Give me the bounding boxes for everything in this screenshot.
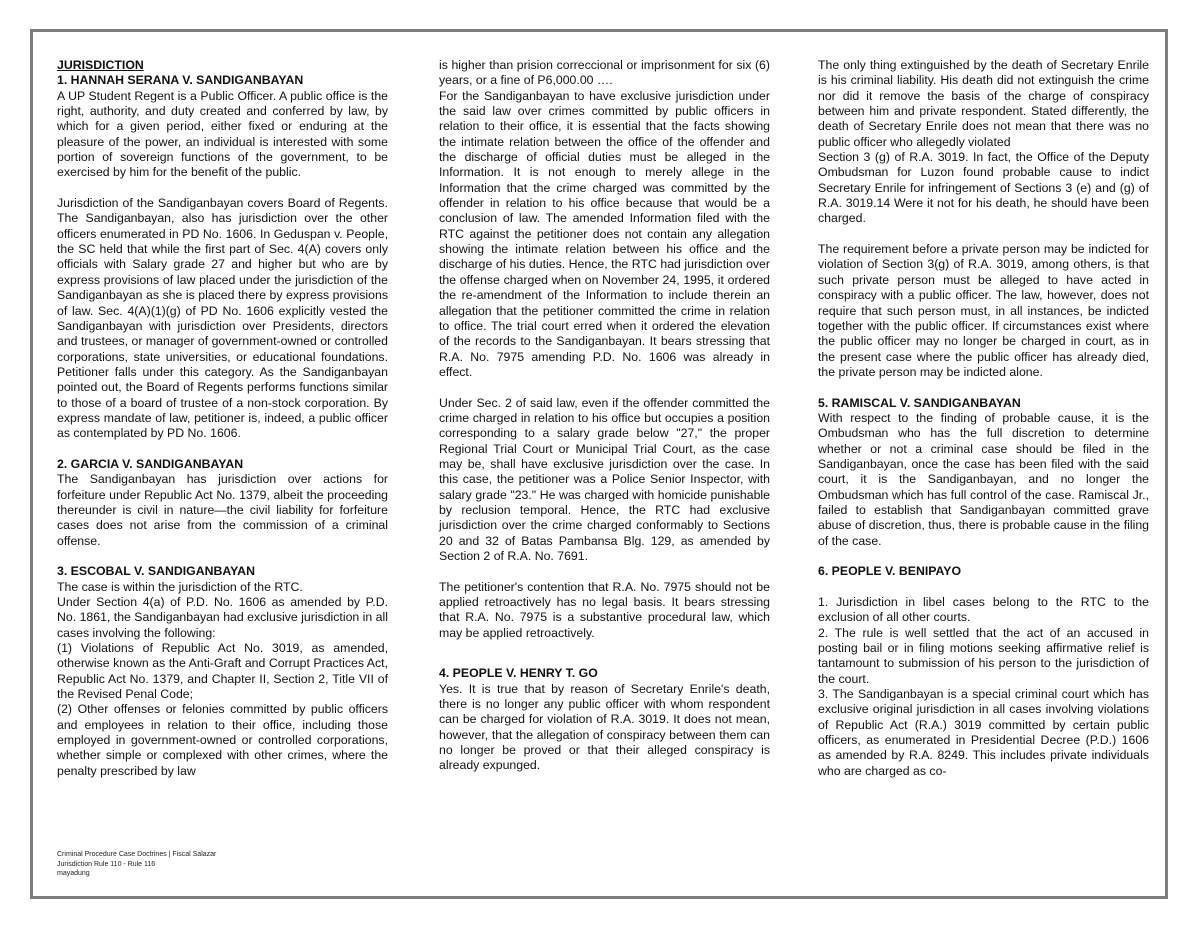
document-page	[30, 29, 1168, 899]
paragraph: The petitioner's contention that R.A. No. 7975 should not be applied retroactively has no legal basis. It bears stressing that R.A. No. 7975 is a substantive procedural law, which may be applied retroactively.	[439, 579, 770, 640]
paragraph: Under Sec. 2 of said law, even if the offender committed the crime charged in relation to his office but occupies a position corresponding to a salary grade below "27," the proper Regional Trial Court or Municipal Trial Court, as the case may be, shall have exclusive jurisdiction over the case. In this case, the petitioner was a Police Senior Inspector, with salary grade "23." He was charged with homicide punishable by reclusion temporal. Hence, the RTC had exclusive jurisdiction over the crime charged conformably to Sections 20 and 32 of Batas Pambansa Blg. 129, as amended by Section 2 of R.A. No. 7691.	[439, 395, 770, 563]
paragraph: The case is within the jurisdiction of the RTC.	[57, 579, 303, 594]
footer-line: Criminal Procedure Case Doctrines | Fiscal Salazar	[57, 851, 217, 858]
paragraph: With respect to the finding of probable cause, it is the Ombudsman who has the full discretion to determine whether or not a criminal case should be filed in the Sandiganbayan, once the case has been filed with the said court, it is the Sandiganbayan, and no longer the Ombudsman which has full control of the case. Ramiscal Jr., failed to establish that Sandiganbayan committed grave abuse of discretion, thus, there is probable cause in the filing of the case.	[818, 410, 1149, 548]
case-title: 2. GARCIA V. SANDIGANBAYAN	[57, 456, 244, 471]
footer-line: mayadung	[57, 870, 90, 877]
paragraph: A UP Student Regent is a Public Officer. A public office is the right, authority, and duty created and conferred by law, by which for a given period, either fixed or enduring at the pleasure of the power, an individual is interested with some portion of sovereign functions of the government, to be exercised by him for the benefit of the public.	[57, 88, 388, 180]
paragraph: Section 3 (g) of R.A. 3019. In fact, the Office of the Deputy Ombudsman for Luzon found probable cause to indict Secretary Enrile for infringement of Sections 3 (e) and (g) of R.A. 3019.14 Were it not for his death, he should have been charged.	[818, 150, 1149, 226]
section-heading: JURISDICTION	[57, 58, 144, 72]
case-title: 3. ESCOBAL V. SANDIGANBAYAN	[57, 564, 255, 579]
column-3	[818, 58, 1149, 779]
paragraph: 3. The Sandiganbayan is a special criminal court which has exclusive original jurisdiction in all cases involving violations of Republic Act (R.A.) 3019 committed by certain public officers, as enumerated in Presidential Decree (P.D.) 1606 as amended by R.A. 8249. This includes private individuals who are charged as co-	[818, 687, 1149, 778]
case-title: 4. PEOPLE V. HENRY T. GO	[439, 666, 598, 681]
case-title: 1. HANNAH SERANA V. SANDIGANBAYAN	[57, 73, 304, 88]
column-2	[439, 58, 770, 774]
paragraph: The requirement before a private person may be indicted for violation of Section 3(g) of R.A. 3019, among others, is that such private person must be alleged to have acted in conspiracy with a public officer. The law, however, does not require that such person must, in all instances, be indicted together with the public officer. If circumstances exist where the public officer may no longer be charged in court, as in the present case where the public officer has already died, the private person may be indicted alone.	[818, 242, 1149, 379]
paragraph: 2. The rule is well settled that the act of an accused in posting bail or in filing motions seeking affirmative relief is tantamount to submission of his person to the jurisdiction of the court.	[818, 625, 1149, 686]
paragraph: Under Section 4(a) of P.D. No. 1606 as amended by P.D. No. 1861, the Sandiganbayan had exclusive jurisdiction in all cases involving the following:	[57, 595, 388, 640]
paragraph: For the Sandiganbayan to have exclusive jurisdiction under the said law over crimes committed by public officers in relation to their office, it is essential that the facts showing the intimate relation between the office of the offender and the discharge of official duties must be alleged in the Information. It is not enough to merely allege in the Information that the crime charged was committed by the offender in relation to his office because that would be a conclusion of law. The amended Information filed with the RTC against the petitioner does not contain any allegation showing the intimate relation between his office and the discharge of his duties. Hence, the RTC had jurisdiction over the offense charged when on November 24, 1995, it ordered the re-amendment of the Information to include therein an allegation that the petitioner committed the crime in relation to office. The trial court erred when it ordered the elevation of the records to the Sandiganbayan. It bears stressing that R.A. No. 7975 amending P.D. No. 1606 was already in effect.	[439, 88, 770, 379]
paragraph: 1. Jurisdiction in libel cases belong to the RTC to the exclusion of all other courts.	[818, 595, 1149, 625]
paragraph: The Sandiganbayan has jurisdiction over actions for forfeiture under Republic Act No. 1379, albeit the proceeding thereunder is civil in nature—the civil liability for forfeiture cases does not arise from the commission of a criminal offense.	[57, 472, 388, 548]
case-title: 5. RAMISCAL V. SANDIGANBAYAN	[818, 395, 1021, 410]
footer-line: Jurisdiction Rule 110 - Rule 116	[57, 860, 156, 868]
paragraph: Jurisdiction of the Sandiganbayan covers Board of Regents. The Sandiganbayan, also has jurisdiction over the other officers enumerated in PD No. 1606. In Geduspan v. People, the SC held that while the first part of Sec. 4(A) covers only officials with Salary grade 27 and higher but who are by express provisions of law placed under the jurisdiction of the Sandiganbayan as she is placed there by express provisions of law. Sec. 4(A)(1)(g) of PD No. 1606 explicitly vested the Sandiganbayan with jurisdiction over Presidents, directors and trustees, or manager of government-owned or controlled corporations, state universities, or educational foundations. Petitioner falls under this category. As the Sandiganbayan pointed out, the Board of Regents performs functions similar to those of a board of trustee of a non-stock corporation. By express mandate of law, petitioner is, indeed, a public officer as contemplated by PD No. 1606.	[57, 196, 388, 441]
paragraph: The only thing extinguished by the death of Secretary Enrile is his criminal liability. His death did not extinguish the crime nor did it remove the basis of the charge of conspiracy between him and private respondent. Stated differently, the death of Secretary Enrile does not mean that there was no public officer who allegedly violated	[818, 58, 1149, 149]
paragraph: (2) Other offenses or felonies committed by public officers and employees in relation to their office, including those employed in government-owned or controlled corporations, whether simple or complexed with other crimes, where the penalty prescribed by law	[57, 702, 388, 778]
paragraph: Yes. It is true that by reason of Secretary Enrile's death, there is no longer any public officer with whom respondent can be charged for violation of R.A. 3019. It does not mean, however, that the allegation of conspiracy between them can no longer be proved or that their alleged conspiracy is already expunged.	[439, 681, 770, 773]
case-title: 6. PEOPLE V. BENIPAYO	[818, 564, 962, 579]
page-footer	[57, 850, 216, 879]
paragraph: is higher than prision correccional or imprisonment for six (6) years, or a fine of P6,000.00 ….	[439, 58, 770, 88]
paragraph: (1) Violations of Republic Act No. 3019, as amended, otherwise known as the Anti-Graft and Corrupt Practices Act, Republic Act No. 1379, and Chapter II, Section 2, Title VII of the Revised Penal Code;	[57, 641, 388, 702]
column-1	[57, 58, 388, 779]
